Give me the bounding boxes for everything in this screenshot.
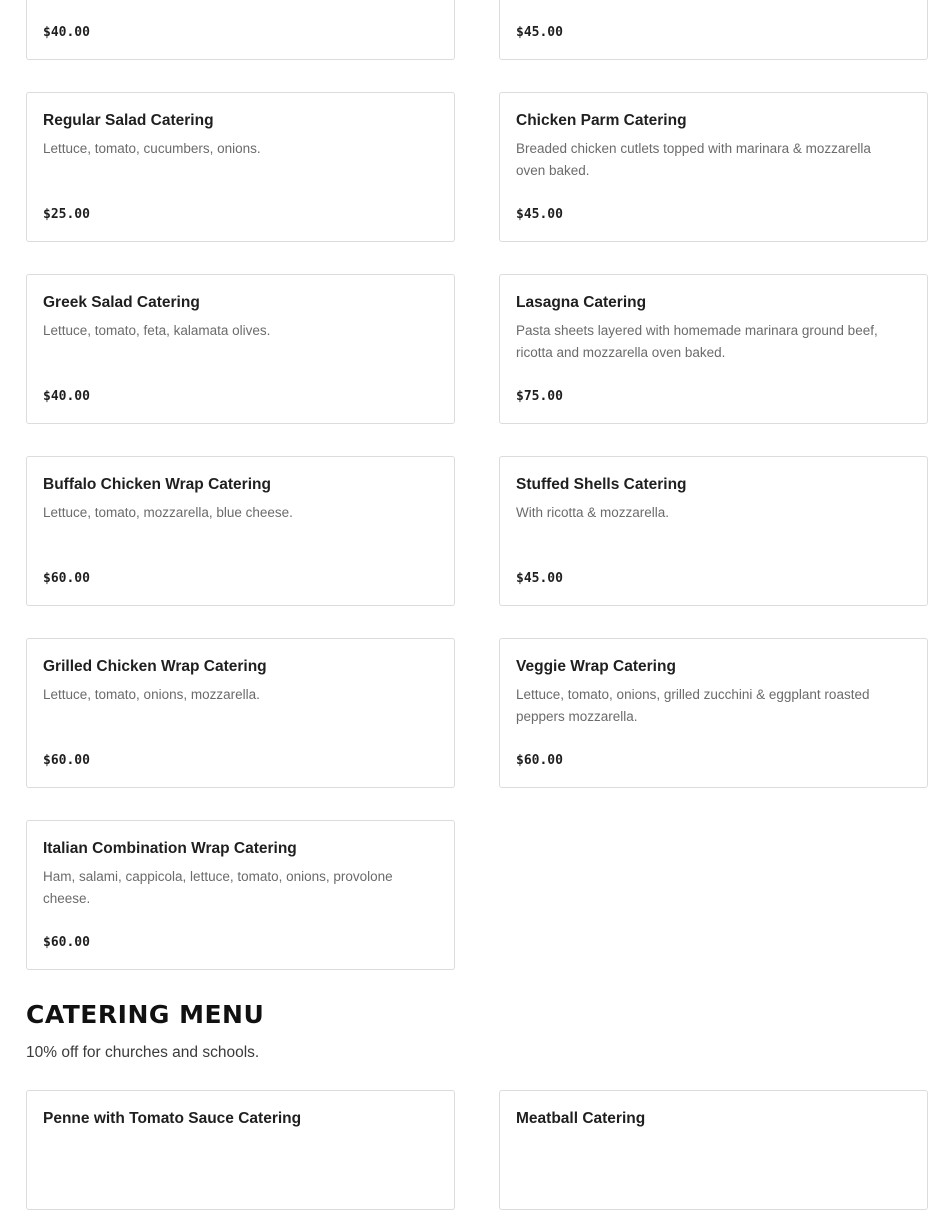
menu-item-price: $75.00 bbox=[516, 389, 563, 404]
section-subtitle: 10% off for churches and schools. bbox=[26, 1044, 260, 1061]
menu-item-card[interactable] bbox=[26, 638, 455, 788]
menu-item-title: Meatball Catering bbox=[516, 1110, 646, 1127]
menu-item-card[interactable] bbox=[499, 1090, 928, 1210]
menu-item-card[interactable] bbox=[26, 92, 455, 242]
menu-item-card[interactable] bbox=[499, 274, 928, 424]
menu-item-title: Regular Salad Catering bbox=[43, 112, 214, 129]
menu-item-title: Veggie Wrap Catering bbox=[516, 658, 676, 675]
menu-item-price: $60.00 bbox=[43, 935, 90, 950]
menu-item-description: Lettuce, tomato, mozzarella, blue cheese. bbox=[43, 505, 293, 520]
menu-item-description: Lettuce, tomato, onions, grilled zucchini & eggplant roasted peppers mozzarella. bbox=[516, 687, 870, 724]
menu-item-title: Penne with Tomato Sauce Catering bbox=[43, 1110, 302, 1127]
menu-item-card[interactable] bbox=[499, 92, 928, 242]
menu-item-price: $45.00 bbox=[516, 25, 563, 40]
menu-item-price: $45.00 bbox=[516, 207, 563, 222]
menu-item-title: Italian Combination Wrap Catering bbox=[43, 840, 297, 857]
menu-item-description: Lettuce, tomato, onions, mozzarella. bbox=[43, 687, 260, 702]
menu-item-title: Chicken Parm Catering bbox=[516, 112, 687, 129]
menu-item-price: $60.00 bbox=[43, 571, 90, 586]
menu-item-card[interactable] bbox=[26, 274, 455, 424]
menu-item-description: Pasta sheets layered with homemade marinara ground beef, ricotta and mozzarella oven baked. bbox=[516, 323, 878, 360]
menu-item-description: Lettuce, tomato, cucumbers, onions. bbox=[43, 141, 261, 156]
menu-item-description: Breaded chicken cutlets topped with marinara & mozzarella oven baked. bbox=[516, 141, 871, 178]
menu-item-price: $40.00 bbox=[43, 389, 90, 404]
menu-item-description: Lettuce, tomato, feta, kalamata olives. bbox=[43, 323, 271, 338]
menu-item-title: Stuffed Shells Catering bbox=[516, 476, 687, 493]
menu-item-title: Buffalo Chicken Wrap Catering bbox=[43, 476, 271, 493]
menu-item-description: With ricotta & mozzarella. bbox=[516, 505, 670, 520]
menu-item-price: $25.00 bbox=[43, 207, 90, 222]
menu-item-title: Grilled Chicken Wrap Catering bbox=[43, 658, 267, 675]
menu-item-card[interactable] bbox=[499, 638, 928, 788]
menu-item-price: $40.00 bbox=[43, 25, 90, 40]
menu-item-price: $60.00 bbox=[43, 753, 90, 768]
menu-item-card[interactable] bbox=[499, 456, 928, 606]
menu-item-price: $60.00 bbox=[516, 753, 563, 768]
menu-item-price: $45.00 bbox=[516, 571, 563, 586]
menu-item-card[interactable] bbox=[26, 820, 455, 970]
menu-items-grid bbox=[26, 0, 928, 970]
menu-item-description: Ham, salami, cappicola, lettuce, tomato, onions, provolone cheese. bbox=[43, 869, 393, 906]
menu-item-card[interactable] bbox=[26, 456, 455, 606]
menu-item-title: Greek Salad Catering bbox=[43, 294, 200, 311]
menu-item-card[interactable] bbox=[499, 0, 928, 60]
menu-item-card[interactable] bbox=[26, 1090, 455, 1210]
section-heading: CATERING MENU bbox=[26, 1000, 265, 1029]
menu-item-card[interactable] bbox=[26, 0, 455, 60]
menu-item-title: Lasagna Catering bbox=[516, 294, 647, 311]
next-menu-items-grid bbox=[26, 1090, 928, 1210]
